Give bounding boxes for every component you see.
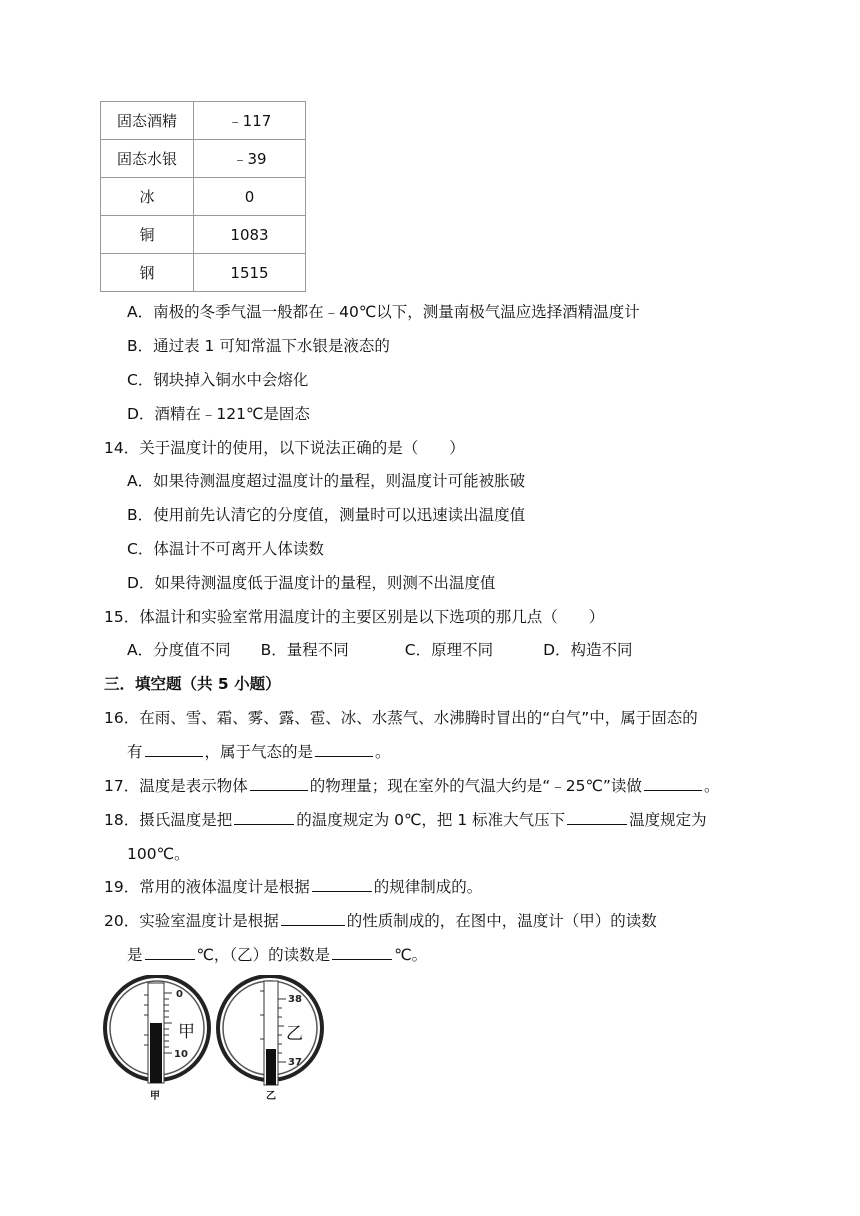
answer-blank[interactable]	[281, 910, 345, 926]
q13-option-d: D．酒精在﹣121℃是固态	[127, 405, 310, 423]
q14-option-a: A．如果待测温度超过温度计的量程，则温度计可能被胀破	[127, 472, 526, 490]
thermometer-figure	[100, 975, 330, 1100]
q15-options	[127, 639, 633, 661]
q19-text: 的规律制成的。	[373, 878, 483, 896]
answer-blank[interactable]	[332, 944, 392, 960]
table-cell-substance: 固态水银	[101, 140, 194, 178]
q20-text: 是	[127, 946, 143, 964]
q16-line2	[127, 741, 391, 763]
table-cell-substance: 固态酒精	[101, 102, 194, 140]
yi-top-tick: 38	[288, 994, 302, 1005]
q20-line2	[127, 944, 427, 966]
q16-line1: 16．在雨、雪、霜、雾、露、雹、冰、水蒸气、水沸腾时冒出的“白气”中，属于固态的	[104, 709, 698, 727]
jia-top-tick: 0	[176, 989, 183, 1000]
thermometer-jia	[105, 976, 209, 1100]
answer-blank[interactable]	[644, 775, 702, 791]
table-row	[101, 216, 306, 254]
yi-bottom-tick: 37	[288, 1057, 302, 1068]
table-row	[101, 140, 306, 178]
q15-option-b: B．量程不同	[260, 641, 349, 659]
q18-text: 18．摄氏温度是把	[104, 811, 233, 829]
table-cell-value: ﹣117	[194, 102, 306, 140]
q20-line1	[104, 910, 657, 932]
q20-text: ℃。	[394, 946, 428, 964]
melting-point-table	[100, 101, 306, 292]
q17-line	[104, 775, 719, 797]
q19-line	[104, 876, 482, 898]
table-row	[101, 178, 306, 216]
table-row	[101, 254, 306, 292]
q19-text: 19．常用的液体温度计是根据	[104, 878, 310, 896]
q15-option-c: C．原理不同	[404, 641, 494, 659]
thermometer-yi	[218, 976, 322, 1100]
q17-text: 。	[703, 777, 720, 795]
answer-blank[interactable]	[312, 876, 372, 892]
section-title: 三．填空题（共 5 小题）	[104, 675, 281, 693]
q14-stem: 14．关于温度计的使用，以下说法正确的是（ ）	[104, 439, 465, 457]
jia-label: 甲	[178, 1022, 195, 1042]
q17-text: 17．温度是表示物体	[104, 777, 248, 795]
q18-text: 的温度规定为 0℃，把 1 标准大气压下	[296, 811, 566, 829]
answer-blank[interactable]	[315, 741, 373, 757]
table-cell-substance: 冰	[101, 178, 194, 216]
q13-option-a: A．南极的冬季气温一般都在﹣40℃以下，测量南极气温应选择酒精温度计	[127, 303, 640, 321]
q18-line2: 100℃。	[127, 845, 190, 863]
q14-option-c: C．体温计不可离开人体读数	[127, 540, 324, 558]
table-cell-value: 1083	[194, 216, 306, 254]
q14-option-b: B．使用前先认清它的分度值，测量时可以迅速读出温度值	[127, 506, 526, 524]
q14-option-d: D．如果待测温度低于温度计的量程，则测不出温度值	[127, 574, 496, 592]
q17-text: 的物理量；现在室外的气温大约是“﹣25℃”读做	[309, 777, 642, 795]
answer-blank[interactable]	[145, 944, 195, 960]
table-row	[101, 102, 306, 140]
q16-text: ，属于气态的是	[204, 743, 314, 761]
q16-text: 有	[127, 743, 143, 761]
table-cell-value: ﹣39	[194, 140, 306, 178]
table-cell-value: 1515	[194, 254, 306, 292]
table-cell-substance: 钢	[101, 254, 194, 292]
yi-label: 乙	[286, 1024, 303, 1044]
jia-bottom-tick: 10	[174, 1049, 188, 1060]
q15-option-d: D．构造不同	[543, 641, 633, 659]
table-cell-value: 0	[194, 178, 306, 216]
q16-text: 。	[375, 743, 391, 761]
answer-blank[interactable]	[145, 741, 203, 757]
q20-text: ℃，（乙）的读数是	[196, 946, 331, 964]
q15-stem: 15．体温计和实验室常用温度计的主要区别是以下选项的那几点（ ）	[104, 608, 605, 626]
answer-blank[interactable]	[567, 809, 627, 825]
q15-option-a: A．分度值不同	[127, 641, 231, 659]
q20-text: 的性质制成的，在图中，温度计（甲）的读数	[346, 912, 657, 930]
answer-blank[interactable]	[234, 809, 294, 825]
q20-text: 20．实验室温度计是根据	[104, 912, 279, 930]
q18-text: 温度规定为	[629, 811, 707, 829]
q18-line1	[104, 809, 707, 831]
jia-caption: 甲	[150, 1091, 160, 1100]
answer-blank[interactable]	[250, 775, 308, 791]
q13-option-b: B．通过表 1 可知常温下水银是液态的	[127, 337, 390, 355]
q13-option-c: C．钢块掉入铜水中会熔化	[127, 371, 309, 389]
yi-caption: 乙	[266, 1091, 276, 1100]
table-cell-substance: 铜	[101, 216, 194, 254]
